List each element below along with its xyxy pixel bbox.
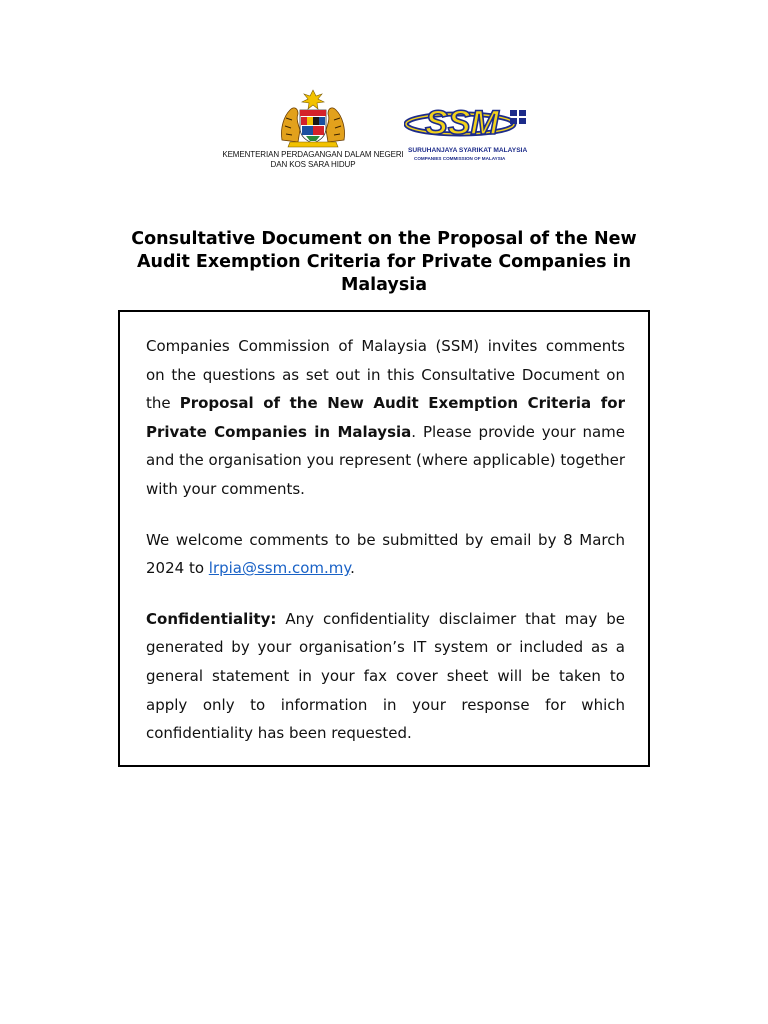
- submission-paragraph: [146, 526, 625, 583]
- intro-text: Companies Commission of Malaysia (SSM) invites comments on the questions as set out in this Consultative Document on the: [146, 337, 625, 413]
- ssm-logo-text: SSM: [425, 104, 499, 142]
- confidentiality-text: Any confidentiality disclaimer that may be generated by your organisation’s IT system or included as a general statement in your fax cover sheet will be taken to apply only to information in your response for which confidentiality has been requested.: [146, 609, 625, 743]
- confidentiality-paragraph: [146, 605, 625, 748]
- ssm-logo-block: [404, 100, 536, 170]
- ssm-name: SURUHANJAYA SYARIKAT MALAYSIA: [408, 147, 528, 154]
- header-logos: [0, 88, 768, 178]
- notice-body: [146, 332, 625, 748]
- ministry-name: [218, 150, 408, 170]
- ministry-name-line1: KEMENTERIAN PERDAGANGAN DALAM NEGERI: [222, 150, 404, 159]
- email-link[interactable]: lrpia@ssm.com.my: [208, 559, 351, 578]
- coat-of-arms-icon: [276, 88, 350, 148]
- submission-end: .: [350, 559, 355, 578]
- ministry-logo-block: [218, 88, 408, 178]
- ministry-name-line2: DAN KOS SARA HIDUP: [270, 160, 356, 169]
- confidentiality-label: Confidentiality:: [146, 609, 277, 628]
- document-title: Consultative Document on the Proposal of the New Audit Exemption Criteria for Private Companies in Malaysia: [131, 229, 637, 295]
- ssm-name-english: COMPANIES COMMISSION OF MALAYSIA: [414, 156, 506, 161]
- intro-paragraph: [146, 332, 625, 504]
- submission-text: We welcome comments to be submitted by email by 8 March 2024 to: [146, 530, 625, 578]
- notice-box: [118, 310, 650, 767]
- ssm-logo-icon: [404, 100, 536, 146]
- proposal-name: Proposal of the New Audit Exemption Criteria for Private Companies in Malaysia: [146, 394, 625, 441]
- intro-rest: . Please provide your name and the organisation you represent (where applicable) together with your comments.: [146, 422, 625, 498]
